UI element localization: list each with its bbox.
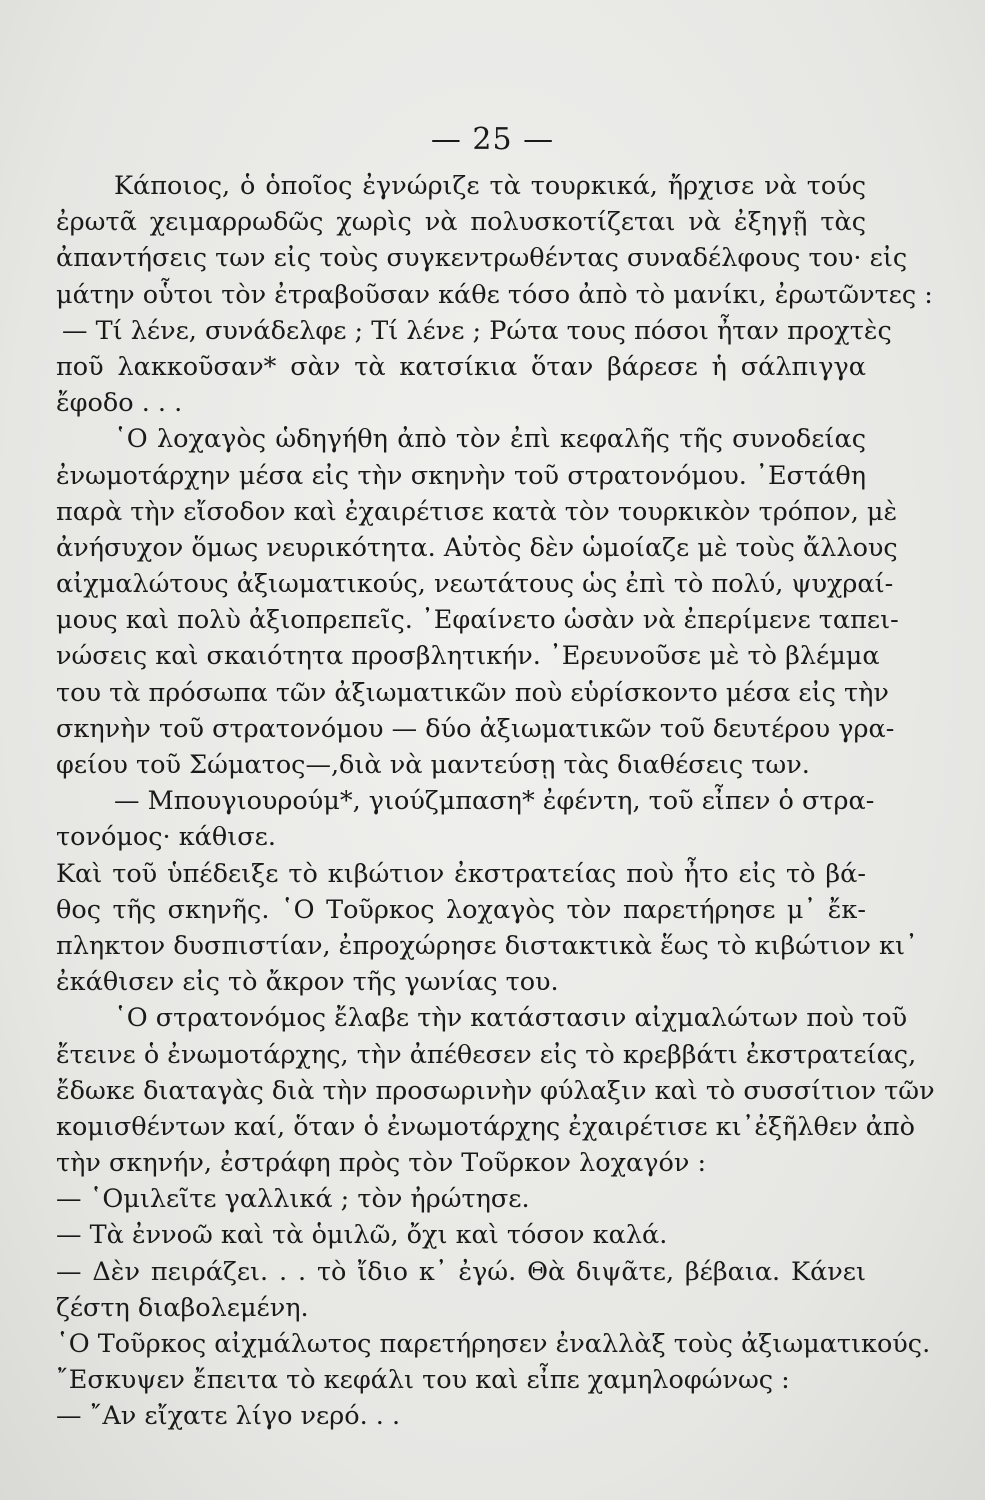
text-line: ῾Ο Τοῦρκος αἰχμάλωτος παρετήρησεν ἐναλλὰξ τοὺς ἀξιωματικούς.	[56, 1329, 931, 1359]
text-line: ἔδωκε διαταγὰς διὰ τὴν προσωρινὴν φύλαξιν καὶ τὸ συσσίτιον τῶν	[56, 1075, 935, 1106]
page-number: — 25 —	[430, 122, 555, 157]
text-line: αἰχμαλώτους ἀξιωματικούς, νεωτάτους ὡς ἐπὶ τὸ πολύ, ψυχραί-	[56, 569, 894, 600]
text-line: — Δὲν πειράζει. . . τὸ ἴδιο κ᾽ ἐγώ. Θὰ διψᾶτε, βέβαια. Κάνει	[56, 1256, 866, 1287]
text-line: — ῎Αν εἴχατε λίγο νερό. . .	[56, 1401, 401, 1432]
text-line: πληκτον δυσπιστίαν, ἐπροχώρησε διστακτικὰ ἕως τὸ κιβώτιον κι᾽	[56, 930, 918, 961]
text-line: νώσεις καὶ σκαιότητα προσβλητικήν. ᾽Ερευνοῦσε μὲ τὸ βλέμμα	[56, 641, 880, 672]
text-line: ἐνωμοτάρχην μέσα εἰς τὴν σκηνὴν τοῦ στρατονόμου. ᾽Εστάθη	[56, 460, 866, 491]
text-line: θος τῆς σκηνῆς. ῾Ο Τοῦρκος λοχαγὸς τὸν παρετήρησε μ᾽ ἔκ-	[56, 894, 866, 925]
text-line: Κάποιος, ὁ ὁποῖος ἐγνώριζε τὰ τουρκικά, ἤρχισε νὰ τούς	[114, 171, 866, 201]
text-line: τονόμος· κάθισε.	[56, 822, 276, 853]
text-line: ἀνήσυχον ὅμως νευρικότητα. Αὐτὸς δὲν ὡμοίαζε μὲ τοὺς ἄλλους	[56, 532, 898, 563]
text-line: μους καὶ πολὺ ἀξιοπρεπεῖς. ᾽Εφαίνετο ὡσὰν νὰ ἐπερίμενε ταπει-	[56, 605, 899, 636]
text-line: ἐρωτᾶ χειμαρρωδῶς χωρὶς νὰ πολυσκοτίζεται νὰ ἐξηγῇ τὰς	[56, 207, 866, 238]
text-line: Καὶ τοῦ ὑπέδειξε τὸ κιβώτιον ἐκστρατείας ποὺ ἦτο εἰς τὸ βά-	[56, 858, 866, 889]
text-line: του τὰ πρόσωπα τῶν ἀξιωματικῶν ποὺ εὑρίσκοντο μέσα εἰς τὴν	[56, 677, 889, 708]
text-line: τὴν σκηνήν, ἐστράφη πρὸς τὸν Τοῦρκον λοχαγόν :	[56, 1148, 707, 1179]
text-line: παρὰ τὴν εἴσοδον καὶ ἐχαιρέτισε κατὰ τὸν τουρκικὸν τρόπον, μὲ	[56, 496, 898, 527]
text-line: ἔτεινε ὁ ἐνωμοτάρχης, τὴν ἀπέθεσεν εἰς τὸ κρεββάτι ἐκστρατείας,	[56, 1039, 917, 1070]
text-line: μάτην οὗτοι τὸν ἐτραβοῦσαν κάθε τόσο ἀπὸ τὸ μανίκι, ἐρωτῶντες :	[56, 279, 933, 310]
body-text	[56, 168, 935, 1435]
text-line: ἐκάθισεν εἰς τὸ ἄκρον τῆς γωνίας του.	[56, 967, 559, 998]
text-line: — Τὰ ἐννοῶ καὶ τὰ ὁμιλῶ, ὄχι καὶ τόσον καλά.	[56, 1220, 668, 1251]
text-line: ἀπαντήσεις των εἰς τοὺς συγκεντρωθέντας συναδέλφους του· εἰς	[56, 243, 908, 274]
text-line: ζέστη διαβολεμένη.	[56, 1292, 309, 1323]
text-line: — Τί λένε, συνάδελφε ; Τί λένε ; Ρώτα τους πόσοι ἦταν προχτὲς	[62, 315, 892, 346]
text-line: φείου τοῦ Σώματος—,διὰ νὰ μαντεύσῃ τὰς διαθέσεις των.	[56, 750, 810, 780]
text-line: — Μπουγιουρούμ*, γιούζμπαση* ἐφέντη, τοῦ εἶπεν ὁ στρα-	[114, 786, 875, 817]
text-line: ῾Ο στρατονόμος ἔλαβε τὴν κατάστασιν αἰχμαλώτων ποὺ τοῦ	[114, 1003, 908, 1034]
text-line: κομισθέντων καί, ὅταν ὁ ἐνωμοτάρχης ἐχαιρέτισε κι᾽ἐξῆλθεν ἀπὸ	[56, 1111, 916, 1142]
text-line: σκηνὴν τοῦ στρατονόμου — δύο ἀξιωματικῶν τοῦ δευτέρου γρα-	[56, 713, 895, 744]
text-line: ῾Ο λοχαγὸς ὡδηγήθη ἀπὸ τὸν ἐπὶ κεφαλῆς τῆς συνοδείας	[114, 424, 866, 455]
text-line: — ῾Ομιλεῖτε γαλλικά ; τὸν ἠρώτησε.	[56, 1184, 530, 1215]
text-line: ἔφοδο . . .	[56, 388, 183, 419]
text-line: ποῦ λακκοῦσαν* σὰν τὰ κατσίκια ὅταν βάρεσε ἡ σάλπιγγα	[56, 351, 866, 382]
text-line: ῎Εσκυψεν ἔπειτα τὸ κεφάλι του καὶ εἶπε χαμηλοφώνως :	[56, 1365, 790, 1396]
